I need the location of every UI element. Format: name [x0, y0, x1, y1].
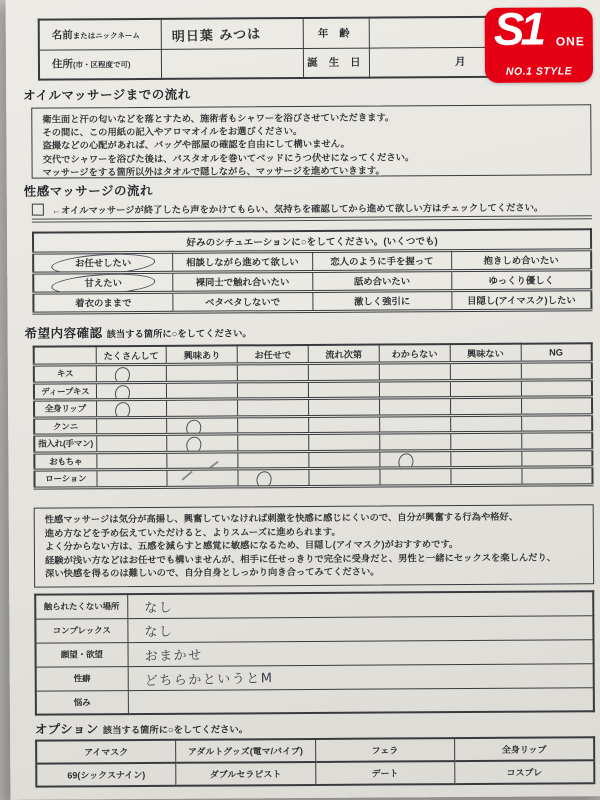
situation-cell-0-0: お任せしたい	[33, 252, 173, 273]
wish-cell	[309, 398, 380, 416]
age-label: 年 齢	[303, 18, 369, 48]
options-title-sub: 該当する箇所に○をしてください。	[102, 724, 249, 736]
confirm-checkbox-row	[32, 200, 544, 217]
checkbox-note: ←オイルマッサージが終了したら声をかけてもらい、気持ちを確認してから進めて欲しい方はチェックしてください。	[51, 202, 544, 216]
wish-title-main: 希望内容確認	[24, 326, 103, 341]
oil-flow-line: 盗撮などの心配があれば、バッグや部屋の確認を自由にして構いません。	[42, 139, 350, 152]
oil-flow-line: 衛生面と汗の匂いなどを落とすため、施術者もシャワーを浴びさせていただきます。	[42, 112, 395, 125]
wish-row-label: キス	[34, 365, 96, 383]
oil-flow-line: マッサージをする箇所以外はタオルで隠しながら、マッサージを進めていきます。	[42, 165, 385, 178]
wish-cell	[521, 397, 592, 415]
birthday-label: 誕 生 日	[303, 48, 369, 78]
wish-col-corner	[34, 346, 96, 365]
wish-row-label: ディープキス	[34, 382, 96, 400]
name-label	[39, 19, 161, 50]
wish-cell	[237, 363, 308, 381]
wish-cell	[96, 469, 167, 487]
wish-cell	[309, 433, 380, 451]
wish-cell	[309, 468, 380, 486]
wish-cell	[167, 381, 238, 399]
address-label-sub: (市・区程度で可)	[72, 60, 131, 70]
hand-circle-mark	[185, 418, 202, 434]
profile-row-value-handwritten: なし	[127, 591, 593, 618]
profile-table	[34, 590, 595, 715]
address-label-main: 住所	[51, 58, 74, 71]
situation-cell-2-1: ベタベタしないで	[173, 291, 313, 312]
wish-title-sub: 該当する箇所に○をしてください。	[106, 328, 252, 340]
oil-flow-line: 交代でシャワーを浴びた後は、バスタオルを巻いてベッドにうつ伏せになってください。	[42, 151, 415, 165]
wish-cell	[308, 363, 379, 381]
wish-cell	[96, 399, 167, 417]
profile-row-value-handwritten	[128, 687, 594, 714]
situation-cell-0-3: 抱きしめ合いたい	[452, 249, 592, 270]
paper-sheet	[6, 0, 600, 800]
wish-row-label: 全身リップ	[34, 400, 96, 418]
wish-cell	[379, 398, 450, 416]
s1-logo-letters: S1	[493, 2, 543, 55]
table-row	[36, 737, 594, 763]
advice-line: よく分からない方は、五感を減らすと感覚に敏感になるため、目隠し(アイマスク)がおすすめです。	[44, 539, 459, 552]
profile-row-label: 触られたくない場所	[35, 594, 127, 619]
checkbox-icon	[32, 204, 44, 216]
wish-cell	[450, 415, 521, 433]
wish-table	[33, 342, 594, 489]
wish-cell	[450, 397, 521, 415]
option-cell: 69(シックスナイン)	[36, 763, 176, 787]
wish-cell	[167, 451, 238, 469]
wish-cell	[380, 450, 451, 468]
wish-col-header: NG	[521, 343, 592, 362]
wish-cell	[308, 381, 379, 399]
s1-logo	[485, 2, 593, 83]
wish-cell	[167, 399, 238, 417]
wish-cell	[521, 449, 592, 467]
wish-cell	[167, 364, 238, 382]
wish-cell	[521, 414, 592, 432]
name-label-main: 名前	[51, 29, 73, 42]
wish-cell	[238, 451, 309, 469]
wish-cell	[380, 433, 451, 451]
advice-line: 進め方などを予め伝えていただけると、よりスムーズに進められます。	[44, 526, 341, 539]
option-cell: アイマスク	[36, 740, 176, 764]
wish-cell	[450, 362, 521, 380]
hand-circle-mark	[114, 384, 131, 400]
situation-cell-0-2: 恋人のように手を握って	[312, 250, 452, 271]
wish-col-header: 興味あり	[167, 345, 238, 364]
hand-circle-mark	[114, 401, 131, 417]
oil-flow-box	[31, 104, 591, 178]
wish-cell	[238, 433, 309, 451]
profile-row-value-handwritten: どちらかというとM	[128, 663, 594, 690]
wish-cell	[96, 382, 167, 400]
advice-line: 性感マッサージは気分が高揚し、興奮していなければ刺激を快感に感じにくいので、自分が興奮する行為や格好、	[44, 511, 519, 525]
table-row	[35, 591, 593, 618]
option-cell: デート	[315, 761, 455, 785]
wish-cell	[379, 380, 450, 398]
wish-cell	[238, 381, 309, 399]
wish-cell	[167, 434, 238, 452]
wish-cell	[451, 450, 522, 468]
advice-line: 経験が浅い方などはお任せでも構いませんが、相手に任せっきりで完全に受身だと、男性と一緒にセックスを楽しんだり、	[44, 552, 557, 566]
options-title-main: オプション	[34, 722, 99, 737]
situation-cell-1-0: 甘えたい	[33, 272, 173, 293]
options-title	[35, 718, 248, 737]
wish-cell	[238, 416, 309, 434]
profile-row-label: 悩み	[36, 690, 128, 715]
wish-cell	[96, 434, 167, 452]
situation-cell-1-2: 舐め合いたい	[312, 270, 452, 291]
situation-table	[32, 228, 592, 314]
option-cell: アダルトグッズ(電マ/バイブ)	[176, 739, 316, 763]
wish-row-label: おもちゃ	[34, 452, 96, 470]
table-row	[36, 760, 594, 786]
hand-circle-mark	[256, 470, 273, 486]
situation-cell-2-2: 激しく強引に	[312, 290, 452, 311]
hand-circle-mark	[185, 436, 202, 452]
profile-row-label: 願望・欲望	[35, 642, 127, 667]
wish-cell	[380, 468, 451, 486]
wish-cell	[238, 398, 309, 416]
wish-cell	[379, 415, 450, 433]
pencil-stray-mark	[181, 471, 192, 481]
seikan-flow-title: 性感マッサージの流れ	[23, 183, 154, 199]
oil-flow-title: オイルマッサージまでの流れ	[23, 87, 191, 103]
wish-cell	[450, 432, 521, 450]
wish-cell	[167, 469, 238, 487]
wish-col-header: お任せで	[237, 345, 308, 364]
table-row	[35, 639, 593, 666]
table-row	[35, 615, 593, 642]
hand-circle-mark	[50, 272, 155, 293]
table-row	[36, 663, 594, 690]
wish-cell	[96, 364, 167, 382]
wish-col-header: 流れ次第	[308, 345, 379, 364]
situation-cell-1-1: 裸同士で触れ合いたい	[173, 271, 313, 292]
name-label-sub: またはニックネーム	[72, 30, 140, 41]
s1-logo-tagline: NO.1 STYLE	[505, 65, 573, 78]
wish-col-header: 興味ない	[450, 344, 521, 363]
situation-cell-0-1: 相談しながら進めて欲しい	[173, 251, 313, 272]
wish-cell	[451, 467, 522, 485]
wish-cell	[96, 452, 167, 470]
wish-cell	[521, 362, 592, 380]
address-value-cell	[161, 48, 303, 79]
wish-cell	[521, 432, 592, 450]
option-cell: ダブルセラピスト	[176, 762, 316, 786]
table-row	[36, 687, 594, 714]
hand-circle-mark	[114, 366, 131, 382]
options-table	[35, 736, 595, 787]
address-label	[39, 49, 161, 80]
hand-circle-mark	[397, 452, 414, 468]
month-label: 月	[454, 56, 466, 69]
situation-cell-2-0: 着衣のままで	[33, 292, 173, 313]
wish-cell	[238, 468, 309, 486]
wish-cell	[309, 416, 380, 434]
option-cell: フェラ	[315, 738, 455, 762]
wish-cell	[450, 380, 521, 398]
wish-cell	[167, 416, 238, 434]
advice-box	[34, 504, 594, 587]
profile-row-label: コンプレックス	[35, 618, 127, 643]
wish-cell	[521, 379, 592, 397]
situation-header: 好みのシチュエーションに○をしてください。(いくつでも)	[33, 229, 591, 252]
wish-cell	[96, 417, 167, 435]
wish-cell	[379, 363, 450, 381]
option-cell: コスプレ	[455, 760, 595, 784]
wish-row-6	[34, 467, 592, 488]
situation-cell-2-3: 目隠し(アイマスク)したい	[452, 289, 592, 310]
wish-col-header: わからない	[379, 344, 450, 363]
wish-col-header: たくさんして	[96, 346, 167, 365]
s1-logo-one: ONE	[555, 34, 585, 49]
advice-line: 深い快感を得るのは難しいので、自分自身としっかり向き合ってみてください。	[45, 566, 380, 579]
section-divider	[32, 215, 592, 222]
wish-cell	[309, 451, 380, 469]
hand-circle-mark	[50, 252, 155, 273]
profile-row-label: 性癖	[36, 666, 128, 691]
profile-row-value-handwritten: おまかせ	[127, 639, 593, 666]
option-cell: 全身リップ	[455, 737, 595, 761]
wish-row-label: 指入れ(手マン)	[34, 435, 96, 453]
table-row	[33, 289, 591, 312]
profile-row-value-handwritten: なし	[127, 615, 593, 642]
wish-row-label: ローション	[34, 470, 96, 488]
oil-flow-line: その間に、この用紙の記入やアロマオイルをお選びください。	[42, 126, 303, 138]
name-value-handwritten: 明日葉 みつは	[161, 18, 303, 49]
wish-row-label: クンニ	[34, 417, 96, 435]
situation-cell-1-3: ゆっくり優しく	[452, 269, 592, 290]
wish-cell	[521, 467, 592, 485]
wish-title	[25, 322, 252, 341]
